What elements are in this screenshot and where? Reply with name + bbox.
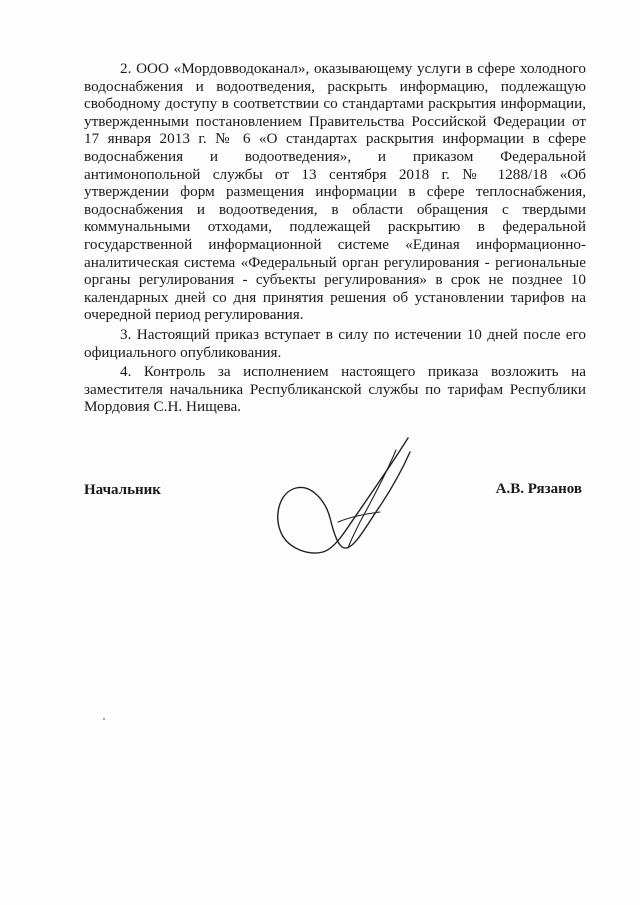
handwritten-signature-image [268,430,428,570]
paragraph-4: 4. Контроль за исполнением настоящего приказа возложить на заместителя начальника Республиканской службы по тарифам Республики Мордовия С.Н. Нищева. [84,363,586,416]
paragraph-3: 3. Настоящий приказ вступает в силу по истечении 10 дней после его официального опубликования. [84,325,586,361]
signer-name: А.В. Рязанов [495,481,582,497]
scan-speck [103,718,105,720]
paragraph-2: 2. ООО «Мордовводоканал», оказывающему услуги в сфере холодного водоснабжения и водоотведения, раскрыть информацию, подлежащую свободному доступу в соответствии со стандартами раскрытия информации, утвержденными постановлением Правительства Российской Федерации от 17 января 2013 г. № 6 «О стандартах раскрытия информации в сфере водоснабжения и водоотведения», и приказом Федеральной антимонопольной службы от 13 сентября 2018 г. № 1288/18 «Об утверждении форм размещения информации в сфере теплоснабжения, водоснабжения и водоотведения, в области обращения с твердыми коммунальными отходами, подлежащей раскрытию в федеральной государственной информационной системе «Единая информационно-аналитическая система «Федеральный орган регулирования - региональные органы регулирования - субъекты регулирования» в срок не позднее 10 календарных дней со дня принятия решения об установлении тарифов на очередной период регулирования. [84,60,586,324]
signer-position: Начальник [84,482,161,498]
document-body [84,60,586,418]
